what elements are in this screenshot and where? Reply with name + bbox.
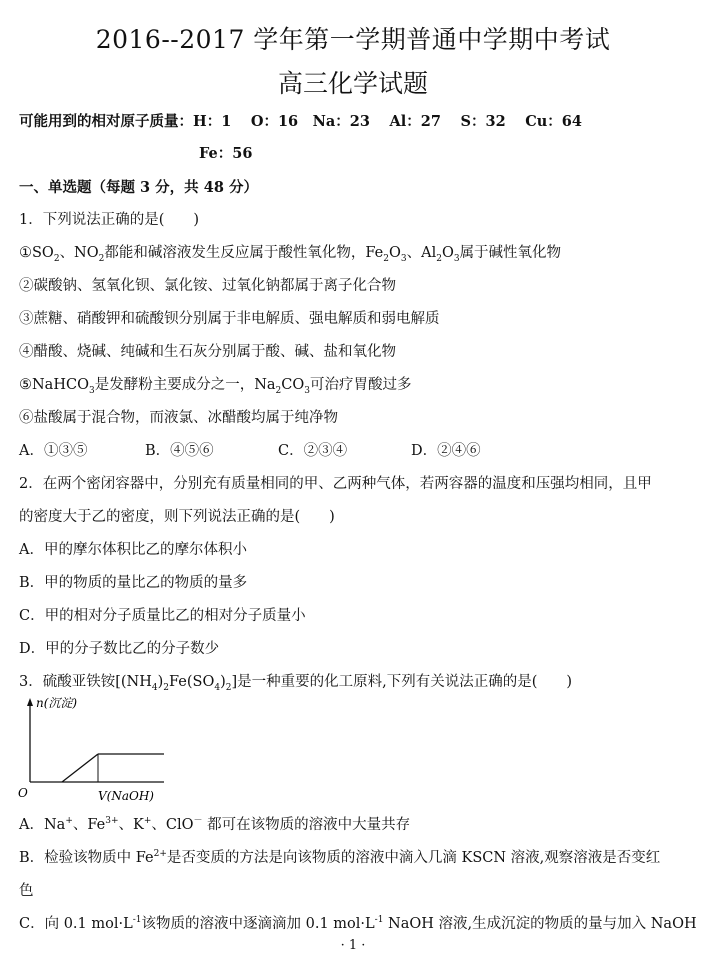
q1-statement-1: $①SO_2$、$NO_2$都能和碱溶液发生反应属于酸性氧化物，$Fe_2O_3$、$Al_2O_3$属于碱性氧化物 xyxy=(19,245,562,264)
q1-statement-5: ⑤NaHCO$_3$是发酵粉主要成分之一，$Na_2CO_3$可治疗胃酸过多 xyxy=(19,377,412,396)
q1-option-a: A．①③⑤ xyxy=(19,443,88,459)
graph-rising-line xyxy=(62,754,98,782)
q1-stem: 1．下列说法正确的是( ) xyxy=(19,212,200,228)
q1-options xyxy=(19,439,481,460)
atomic-masses-values: H：1 O：16 Na：23 Al：27 S：32 Cu：64 xyxy=(193,113,582,130)
atomic-masses-line1 xyxy=(19,110,582,131)
q3-option-b-line2: 色 xyxy=(19,883,34,899)
q1-option-b: B．④⑤⑥ xyxy=(145,443,214,459)
q2-option-c: C．甲的相对分子质量比乙的相对分子质量小 xyxy=(19,608,306,624)
q1-statement-2: ②碳酸钠、氢氧化钡、氯化铵、过氧化钠都属于离子化合物 xyxy=(19,278,396,294)
exam-title: 2016--2017 学年第一学期普通中学期中考试 xyxy=(95,25,611,54)
q3-option-a: A．Na+、$Fe^{3+}$、K+、ClO－ 都可在该物质的溶液中大量共存 xyxy=(19,816,411,833)
atomic-masses-label: 可能用到的相对原子质量： xyxy=(19,113,193,130)
page-number: · 1 · xyxy=(340,938,366,953)
q1-option-d: D．②④⑥ xyxy=(411,443,481,459)
q1-statement-6: ⑥盐酸属于混合物，而液氯、冰醋酸均属于纯净物 xyxy=(19,410,338,426)
graph-origin-label: O xyxy=(18,786,28,800)
atomic-masses-line2: Fe：56 xyxy=(199,145,253,162)
q2-stem-line2: 的密度大于乙的密度，则下列说法正确的是( ) xyxy=(19,509,335,525)
q3-option-b-line1: B．检验该物质中 $Fe^{2+}$是否变质的方法是向该物质的溶液中滴入几滴 KSCN 溶液,观察溶液是否变红 xyxy=(19,849,661,866)
q2-option-a: A．甲的摩尔体积比乙的摩尔体积小 xyxy=(19,542,247,558)
q1-statement-4: ④醋酸、烧碱、纯碱和生石灰分别属于酸、碱、盐和氧化物 xyxy=(19,344,396,360)
q1-option-c: C．②③④ xyxy=(278,443,348,459)
precipitate-graph xyxy=(14,696,174,804)
exam-subtitle: 高三化学试题 xyxy=(277,69,428,98)
q3-option-c: C．向 0.1 $mol\cdot L^{-1}$该物质的溶液中逐滴滴加 0.1 $mol\cdot L^{-1}$ NaOH 溶液,生成沉淀的物质的量与加入 NaOH xyxy=(19,915,697,932)
q3-stem: 3．硫酸亚铁铵$[(NH_4)_2Fe(SO_4)_2]$是一种重要的化工原料,下列有关说法正确的是( ) xyxy=(19,674,573,693)
q2-option-b: B．甲的物质的量比乙的物质的量多 xyxy=(19,575,248,591)
q2-stem-line1: 2．在两个密闭容器中，分别充有质量相同的甲、乙两种气体，若两容器的温度和压强均相同，且甲 xyxy=(19,476,652,492)
graph-y-arrow-icon xyxy=(27,698,33,706)
graph-y-label: n(沉淀) xyxy=(36,696,78,710)
q2-option-d: D．甲的分子数比乙的分子数少 xyxy=(19,641,220,657)
section-heading: 一、单选题（每题 3 分，共 48 分） xyxy=(19,179,258,196)
graph-x-label: V(NaOH) xyxy=(98,789,154,803)
q1-statement-3: ③蔗糖、硝酸钾和硫酸钡分别属于非电解质、强电解质和弱电解质 xyxy=(19,311,440,327)
